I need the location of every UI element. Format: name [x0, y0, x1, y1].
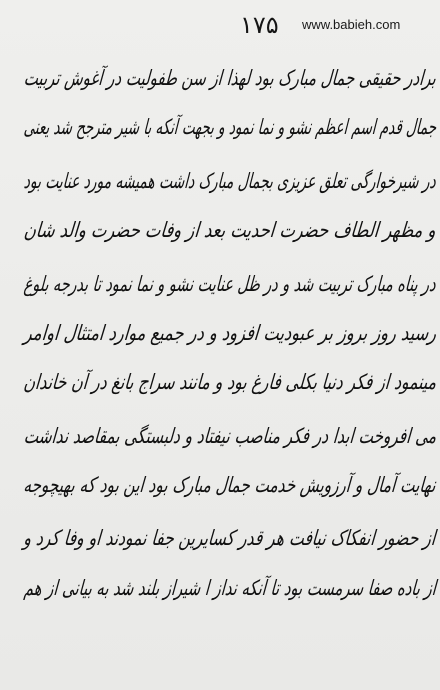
text-line: [18, 568, 436, 619]
handwritten-text-block: [18, 58, 436, 619]
page-header: [240, 10, 430, 40]
text-line-content: جمال قدم اسم اعظم نشو و نما نمود و بجهت آنکه با شیر مترجح شد یعنی: [22, 115, 438, 139]
text-line: [18, 364, 436, 415]
page-number: ۱۷۵: [240, 11, 279, 39]
text-line-content: در پناه مبارک تربیت شد و در ظل عنایت نشو و نما نمود تا بدرجه بلوغ: [23, 272, 438, 296]
text-line: [18, 211, 436, 262]
text-line: [18, 466, 436, 517]
text-line: [18, 58, 436, 109]
text-line: [18, 415, 436, 466]
text-line: [18, 160, 436, 211]
text-line-content: برادر حقیقی جمال مبارک بود لهذا از سن طفولیت در آغوش تربیت: [22, 66, 438, 90]
text-line-content: رسید روز بروز بر عبودیت افزود و در جمیع موارد امتثال اوامر: [22, 321, 438, 345]
text-line: [18, 262, 436, 313]
text-line: [18, 313, 436, 364]
text-line-content: در شیرخوارگی تعلق عزیزی بجمال مبارک داشت همیشه مورد عنایت بود: [23, 169, 438, 193]
text-line-content: از باده صفا سرمست بود تا آنکه نداز ا شیراز بلند شد به بیانی از هم: [22, 576, 438, 600]
text-line-content: و مظهر الطاف حضرت احدیت بعد از وفات حضرت والد شان: [22, 218, 438, 242]
text-line: [18, 517, 436, 568]
site-url: www.babieh.com: [302, 17, 401, 32]
text-line-content: می افروخت ابدا در فکر مناصب نیفتاد و دلبستگی بمقاصد نداشت: [22, 424, 438, 448]
text-line-content: از حضور انفکاک نیافت هر قدر کسایرین جفا نمودند او وفا کرد و: [22, 526, 438, 550]
text-line-content: مینمود از فکر دنیا بکلی فارغ بود و مانند سراج بانغ در آن خاندان: [22, 370, 438, 394]
text-line-content: نهایت آمال و آرزویش خدمت جمال مبارک بود این بود که بهیچوجه: [22, 473, 438, 497]
text-line: [18, 109, 436, 160]
